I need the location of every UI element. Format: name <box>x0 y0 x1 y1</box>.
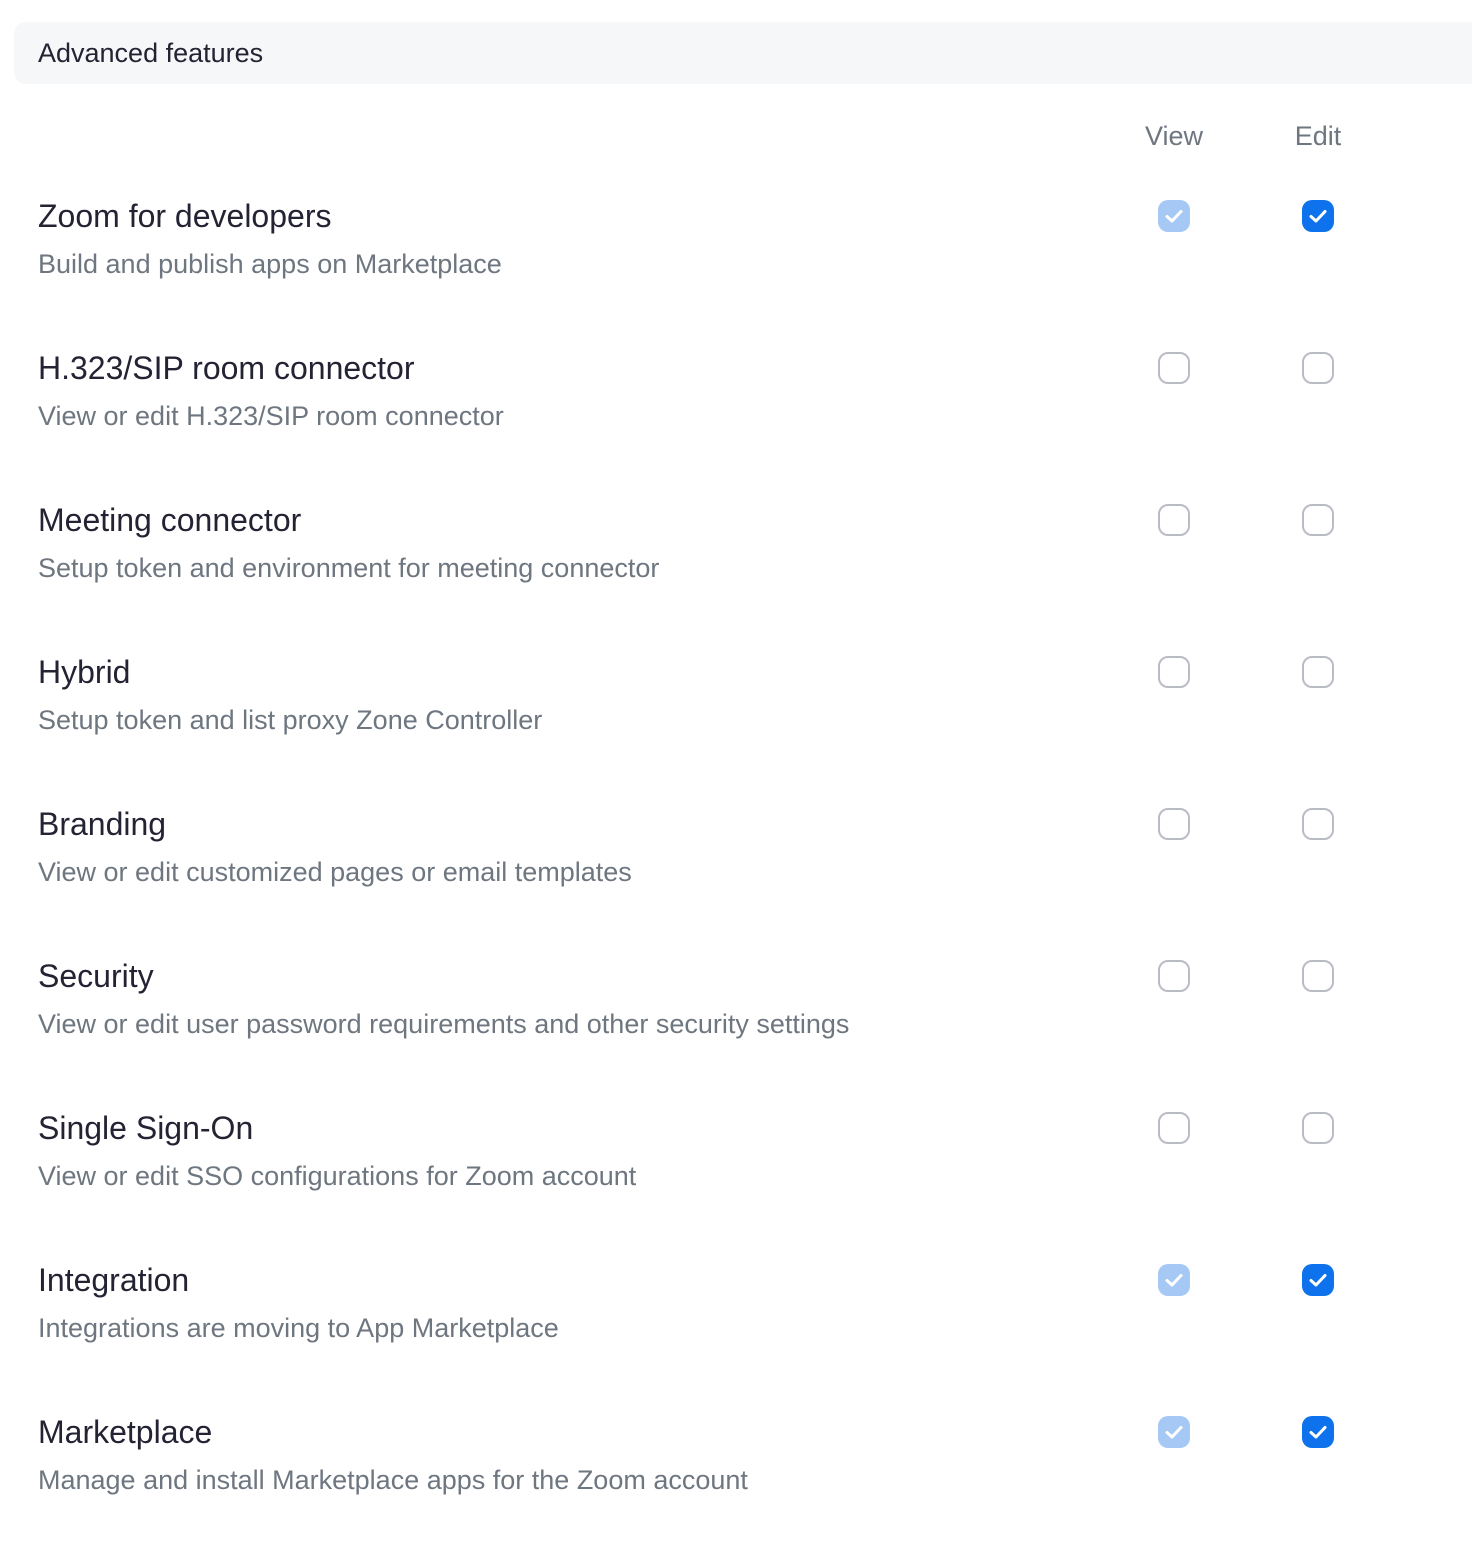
edit-checkbox[interactable] <box>1302 504 1334 536</box>
edit-checkbox[interactable] <box>1302 960 1334 992</box>
check-icon <box>1163 1421 1185 1443</box>
feature-row-h323-sip-room-connector <box>0 346 1472 498</box>
feature-row-meeting-connector <box>0 498 1472 650</box>
check-icon <box>1307 1269 1329 1291</box>
feature-title: H.323/SIP room connector <box>38 350 415 386</box>
column-header-edit: Edit <box>1294 121 1342 151</box>
column-header-view: View <box>1144 121 1204 151</box>
check-icon <box>1307 1421 1329 1443</box>
feature-row-single-sign-on <box>0 1106 1472 1258</box>
feature-description: View or edit customized pages or email templates <box>38 857 632 887</box>
feature-description: Manage and install Marketplace apps for the Zoom account <box>38 1465 748 1495</box>
view-checkbox[interactable] <box>1158 1264 1190 1296</box>
view-checkbox[interactable] <box>1158 504 1190 536</box>
feature-title: Marketplace <box>38 1414 213 1450</box>
view-checkbox[interactable] <box>1158 200 1190 232</box>
view-checkbox[interactable] <box>1158 1112 1190 1144</box>
feature-title: Security <box>38 958 154 994</box>
edit-checkbox[interactable] <box>1302 656 1334 688</box>
feature-description: Setup token and environment for meeting connector <box>38 553 660 583</box>
feature-title: Single Sign-On <box>38 1110 254 1146</box>
check-icon <box>1307 205 1329 227</box>
edit-checkbox[interactable] <box>1302 808 1334 840</box>
edit-checkbox[interactable] <box>1302 352 1334 384</box>
feature-title: Meeting connector <box>38 502 302 538</box>
feature-title: Hybrid <box>38 654 131 690</box>
feature-description: View or edit SSO configurations for Zoom account <box>38 1161 637 1191</box>
edit-checkbox[interactable] <box>1302 1264 1334 1296</box>
feature-row-zoom-for-developers <box>0 194 1472 346</box>
section-title: Advanced features <box>38 38 264 68</box>
feature-title: Integration <box>38 1262 190 1298</box>
view-checkbox[interactable] <box>1158 1416 1190 1448</box>
feature-title: Branding <box>38 806 167 842</box>
edit-checkbox[interactable] <box>1302 1112 1334 1144</box>
edit-checkbox[interactable] <box>1302 200 1334 232</box>
feature-description: Setup token and list proxy Zone Controller <box>38 705 543 735</box>
feature-description: View or edit H.323/SIP room connector <box>38 401 504 431</box>
check-icon <box>1163 1269 1185 1291</box>
view-checkbox[interactable] <box>1158 808 1190 840</box>
feature-description: View or edit user password requirements and other security settings <box>38 1009 850 1039</box>
feature-title: Zoom for developers <box>38 198 332 234</box>
view-checkbox[interactable] <box>1158 352 1190 384</box>
feature-description: Integrations are moving to App Marketplace <box>38 1313 559 1343</box>
check-icon <box>1163 205 1185 227</box>
feature-row-hybrid <box>0 650 1472 802</box>
feature-row-marketplace <box>0 1410 1472 1562</box>
feature-description: Build and publish apps on Marketplace <box>38 249 502 279</box>
edit-checkbox[interactable] <box>1302 1416 1334 1448</box>
feature-row-branding <box>0 802 1472 954</box>
feature-row-security <box>0 954 1472 1106</box>
view-checkbox[interactable] <box>1158 656 1190 688</box>
feature-row-integration <box>0 1258 1472 1410</box>
section-header <box>14 22 1472 84</box>
view-checkbox[interactable] <box>1158 960 1190 992</box>
